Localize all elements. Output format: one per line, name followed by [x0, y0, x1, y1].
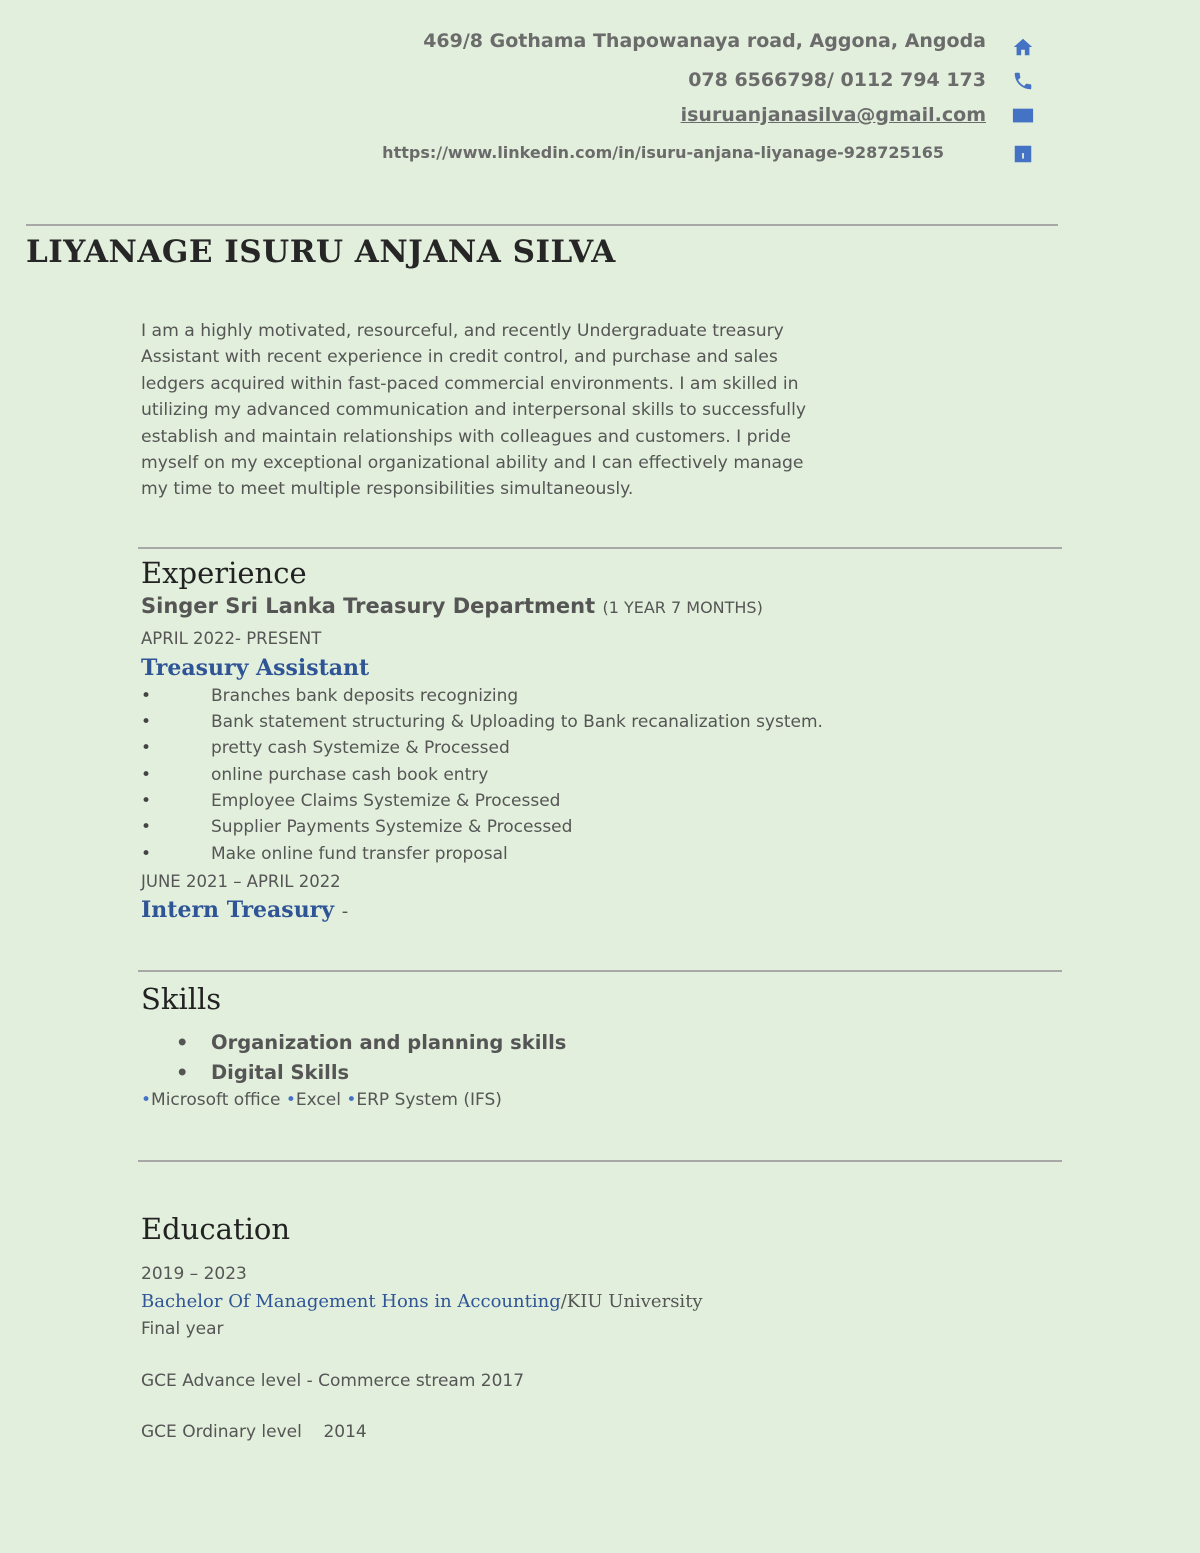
degree-status: Final year: [141, 1319, 224, 1339]
linkedin-icon: [1012, 143, 1034, 165]
experience-heading: Experience: [141, 556, 307, 590]
phone-icon: [1012, 70, 1034, 92]
duty-item: • Employee Claims Systemize & Processed: [141, 791, 561, 811]
duty-item: • online purchase cash book entry: [141, 765, 489, 785]
company-duration: (1 YEAR 7 MONTHS): [602, 598, 763, 617]
duty-item: • pretty cash Systemize & Processed: [141, 738, 510, 758]
job-title: Treasury Assistant: [141, 655, 370, 681]
duty-item: • Supplier Payments Systemize & Processed: [141, 817, 573, 837]
degree-name: Bachelor Of Management Hons in Accounting: [141, 1291, 561, 1312]
advanced-level: GCE Advance level - Commerce stream 2017: [141, 1371, 525, 1391]
education-divider: [138, 1160, 1062, 1162]
job-title-suffix: -: [341, 901, 349, 922]
skills-divider: [138, 970, 1062, 972]
profile-summary: I am a highly motivated, resourceful, and recently Undergraduate treasury Assistant with recent experience in credit control, and purchase and sales ledgers acquired within fast-paced commercial environments. I am skilled in utilizing my advanced communication and interpersonal skills to successfully establish and maintain relationships with colleagues and customers. I pride myself on my exceptional organizational ability and I can effectively manage my time to meet multiple responsibilities simultaneously.: [141, 321, 807, 500]
degree-line: [141, 1291, 703, 1312]
university-name: /KIU University: [560, 1291, 703, 1312]
job-dates: JUNE 2021 – APRIL 2022: [141, 872, 341, 891]
home-icon: [1012, 36, 1034, 58]
contact-linkedin[interactable]: https://www.linkedin.com/in/isuru-anjana-liyanage-928725165: [382, 143, 944, 162]
company-name: Singer Sri Lanka Treasury Department: [141, 594, 596, 618]
experience-divider: [138, 547, 1062, 549]
contact-phone: 078 6566798/ 0112 794 173: [688, 69, 986, 91]
skill-item: • Digital Skills: [176, 1061, 350, 1084]
tool-item: ERP System (IFS): [356, 1090, 502, 1110]
duty-item: • Make online fund transfer proposal: [141, 844, 508, 864]
duty-item: • Bank statement structuring & Uploading to Bank recanalization system.: [141, 712, 823, 732]
contact-address: 469/8 Gothama Thapowanaya road, Aggona, Angoda: [423, 30, 986, 52]
company-line: [141, 594, 763, 618]
job-dates: APRIL 2022- PRESENT: [141, 629, 322, 648]
education-years: 2019 – 2023: [141, 1264, 247, 1284]
header-divider: [26, 224, 1058, 226]
candidate-name: LIYANAGE ISURU ANJANA SILVA: [26, 234, 616, 270]
education-heading: Education: [141, 1212, 291, 1246]
skill-item: • Organization and planning skills: [176, 1031, 567, 1054]
tool-item: Excel: [295, 1090, 341, 1110]
email-icon: [1012, 105, 1034, 127]
duty-item: • Branches bank deposits recognizing: [141, 686, 519, 706]
job-title-line: [141, 897, 348, 923]
ordinary-level: GCE Ordinary level 2014: [141, 1422, 367, 1442]
job-title: Intern Treasury: [141, 897, 335, 923]
skills-heading: Skills: [141, 982, 222, 1016]
contact-email[interactable]: isuruanjanasilva@gmail.com: [680, 104, 986, 126]
tool-item: Microsoft office: [151, 1090, 281, 1110]
tools-list: •Microsoft office •Excel •ERP System (IFS): [141, 1090, 502, 1110]
